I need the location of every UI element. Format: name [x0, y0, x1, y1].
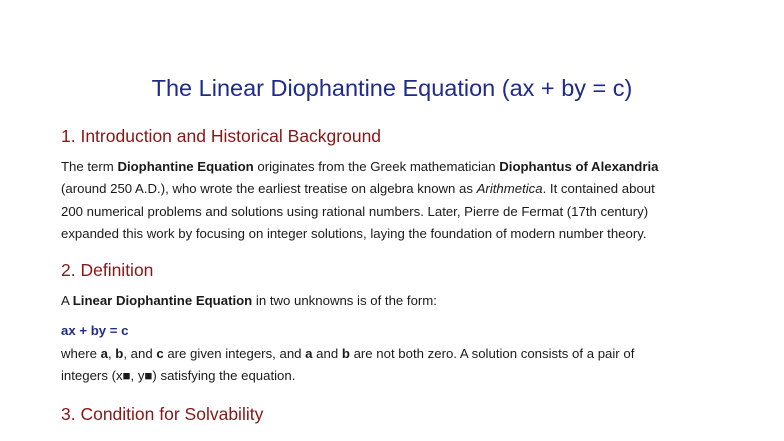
- definition-paragraph: [61, 343, 731, 388]
- var-a: a: [100, 346, 108, 361]
- term-diophantus: Diophantus of Alexandria: [499, 159, 659, 174]
- text-run: where: [61, 346, 101, 361]
- text-run: and: [312, 346, 342, 361]
- text-run: , and: [123, 346, 157, 361]
- text-run: are not both zero. A solution consists of a pair of: [349, 346, 635, 361]
- term-diophantine-equation: Diophantine Equation: [117, 159, 254, 174]
- section-heading-definition: 2. Definition: [61, 260, 154, 280]
- introduction-paragraph: [61, 156, 731, 246]
- paragraph-line: integers (x■, y■) satisfying the equation.: [61, 368, 296, 384]
- equation-formula: ax + by = c: [61, 323, 129, 338]
- text-run: . It contained about: [542, 181, 655, 197]
- var-c: c: [156, 346, 164, 361]
- term-linear-diophantine-equation: Linear Diophantine Equation: [72, 293, 253, 308]
- term-arithmetica: Arithmetica: [476, 181, 543, 197]
- text-run: in two unknowns is of the form:: [252, 293, 437, 308]
- text-run: A: [61, 293, 73, 308]
- paragraph-line: [61, 178, 731, 200]
- var-b: b: [115, 346, 124, 361]
- text-run: ,: [107, 346, 116, 361]
- truncated-text-line: [61, 434, 721, 441]
- paragraph-line: [61, 343, 731, 365]
- paragraph-line: [61, 156, 731, 178]
- var-b: b: [341, 346, 350, 361]
- text-run: (around 250 A.D.), who wrote the earliest treatise on algebra known as: [61, 181, 477, 197]
- section-heading-introduction: 1. Introduction and Historical Background: [61, 126, 382, 146]
- paragraph-line: [61, 290, 731, 312]
- definition-intro: [61, 290, 731, 312]
- paragraph-line: expanded this work by focusing on integer solutions, laying the foundation of modern number theory.: [61, 226, 647, 242]
- text-run: The term: [61, 159, 118, 174]
- section-heading-solvability: 3. Condition for Solvability: [61, 404, 264, 424]
- var-a: a: [305, 346, 313, 361]
- document-title: The Linear Diophantine Equation (ax + by = c): [151, 75, 633, 101]
- paragraph-line: 200 numerical problems and solutions using rational numbers. Later, Pierre de Fermat (17th century): [61, 203, 649, 219]
- text-run: originates from the Greek mathematician: [253, 159, 500, 174]
- text-run: are given integers, and: [163, 346, 306, 361]
